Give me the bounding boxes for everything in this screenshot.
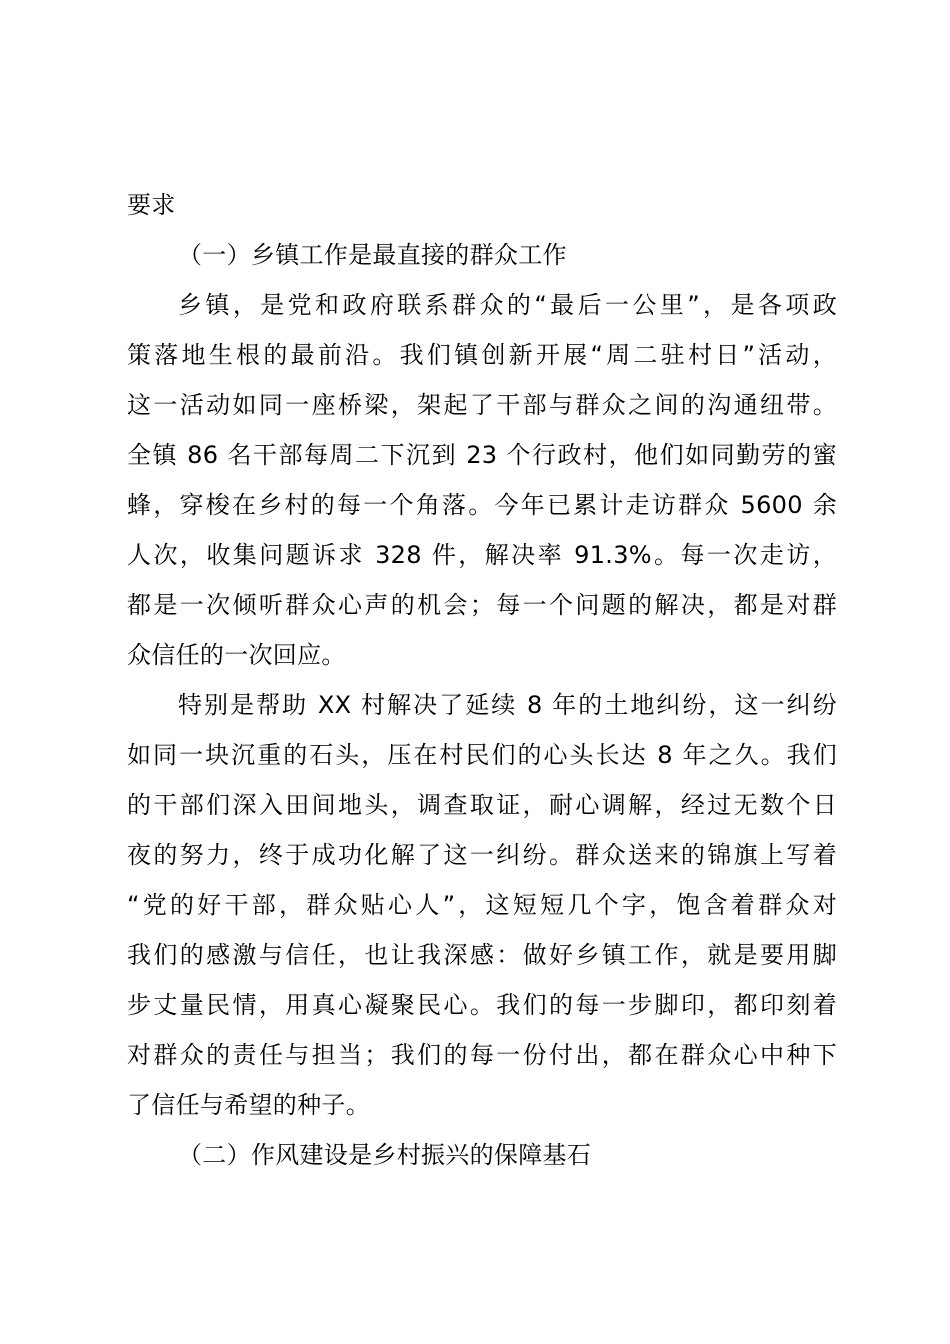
paragraph-1-line-5: 蜂，穿梭在乡村的每一个角落。今年已累计走访群众 5600 余 [127, 491, 837, 519]
section-heading-2: （二）作风建设是乡村振兴的保障基石 [178, 1141, 592, 1169]
paragraph-2-line-5: “党的好干部，群众贴心人”，这短短几个字，饱含着群众对 [127, 891, 837, 919]
paragraph-1-line-1: 乡镇，是党和政府联系群众的“最后一公里”，是各项政 [178, 291, 837, 319]
paragraph-2-line-2: 如同一块沉重的石头，压在村民们的心头长达 8 年之久。我们 [127, 741, 837, 769]
continuation-text: 要求 [127, 191, 176, 219]
section-heading-1: （一）乡镇工作是最直接的群众工作 [178, 241, 567, 269]
paragraph-1-line-2: 策落地生根的最前沿。我们镇创新开展“周二驻村日”活动， [127, 341, 837, 369]
paragraph-1-line-4: 全镇 86 名干部每周二下沉到 23 个行政村，他们如同勤劳的蜜 [127, 441, 837, 469]
paragraph-2-line-4: 夜的努力，终于成功化解了这一纠纷。群众送来的锦旗上写着 [127, 841, 837, 869]
paragraph-2-line-6: 我们的感激与信任，也让我深感：做好乡镇工作，就是要用脚 [127, 941, 837, 969]
paragraph-1-line-6: 人次，收集问题诉求 328 件，解决率 91.3%。每一次走访， [127, 541, 837, 569]
paragraph-2-line-9: 了信任与希望的种子。 [127, 1091, 370, 1119]
paragraph-2-line-7: 步丈量民情，用真心凝聚民心。我们的每一步脚印，都印刻着 [127, 991, 837, 1019]
paragraph-1-line-3: 这一活动如同一座桥梁，架起了干部与群众之间的沟通纽带。 [127, 391, 837, 419]
paragraph-2-line-1: 特别是帮助 XX 村解决了延续 8 年的土地纠纷，这一纠纷 [178, 691, 837, 719]
paragraph-1-line-8: 众信任的一次回应。 [127, 641, 346, 669]
paragraph-2-line-8: 对群众的责任与担当；我们的每一份付出，都在群众心中种下 [127, 1041, 837, 1069]
paragraph-2-line-3: 的干部们深入田间地头，调查取证，耐心调解，经过无数个日 [127, 791, 837, 819]
paragraph-1-line-7: 都是一次倾听群众心声的机会；每一个问题的解决，都是对群 [127, 591, 837, 619]
